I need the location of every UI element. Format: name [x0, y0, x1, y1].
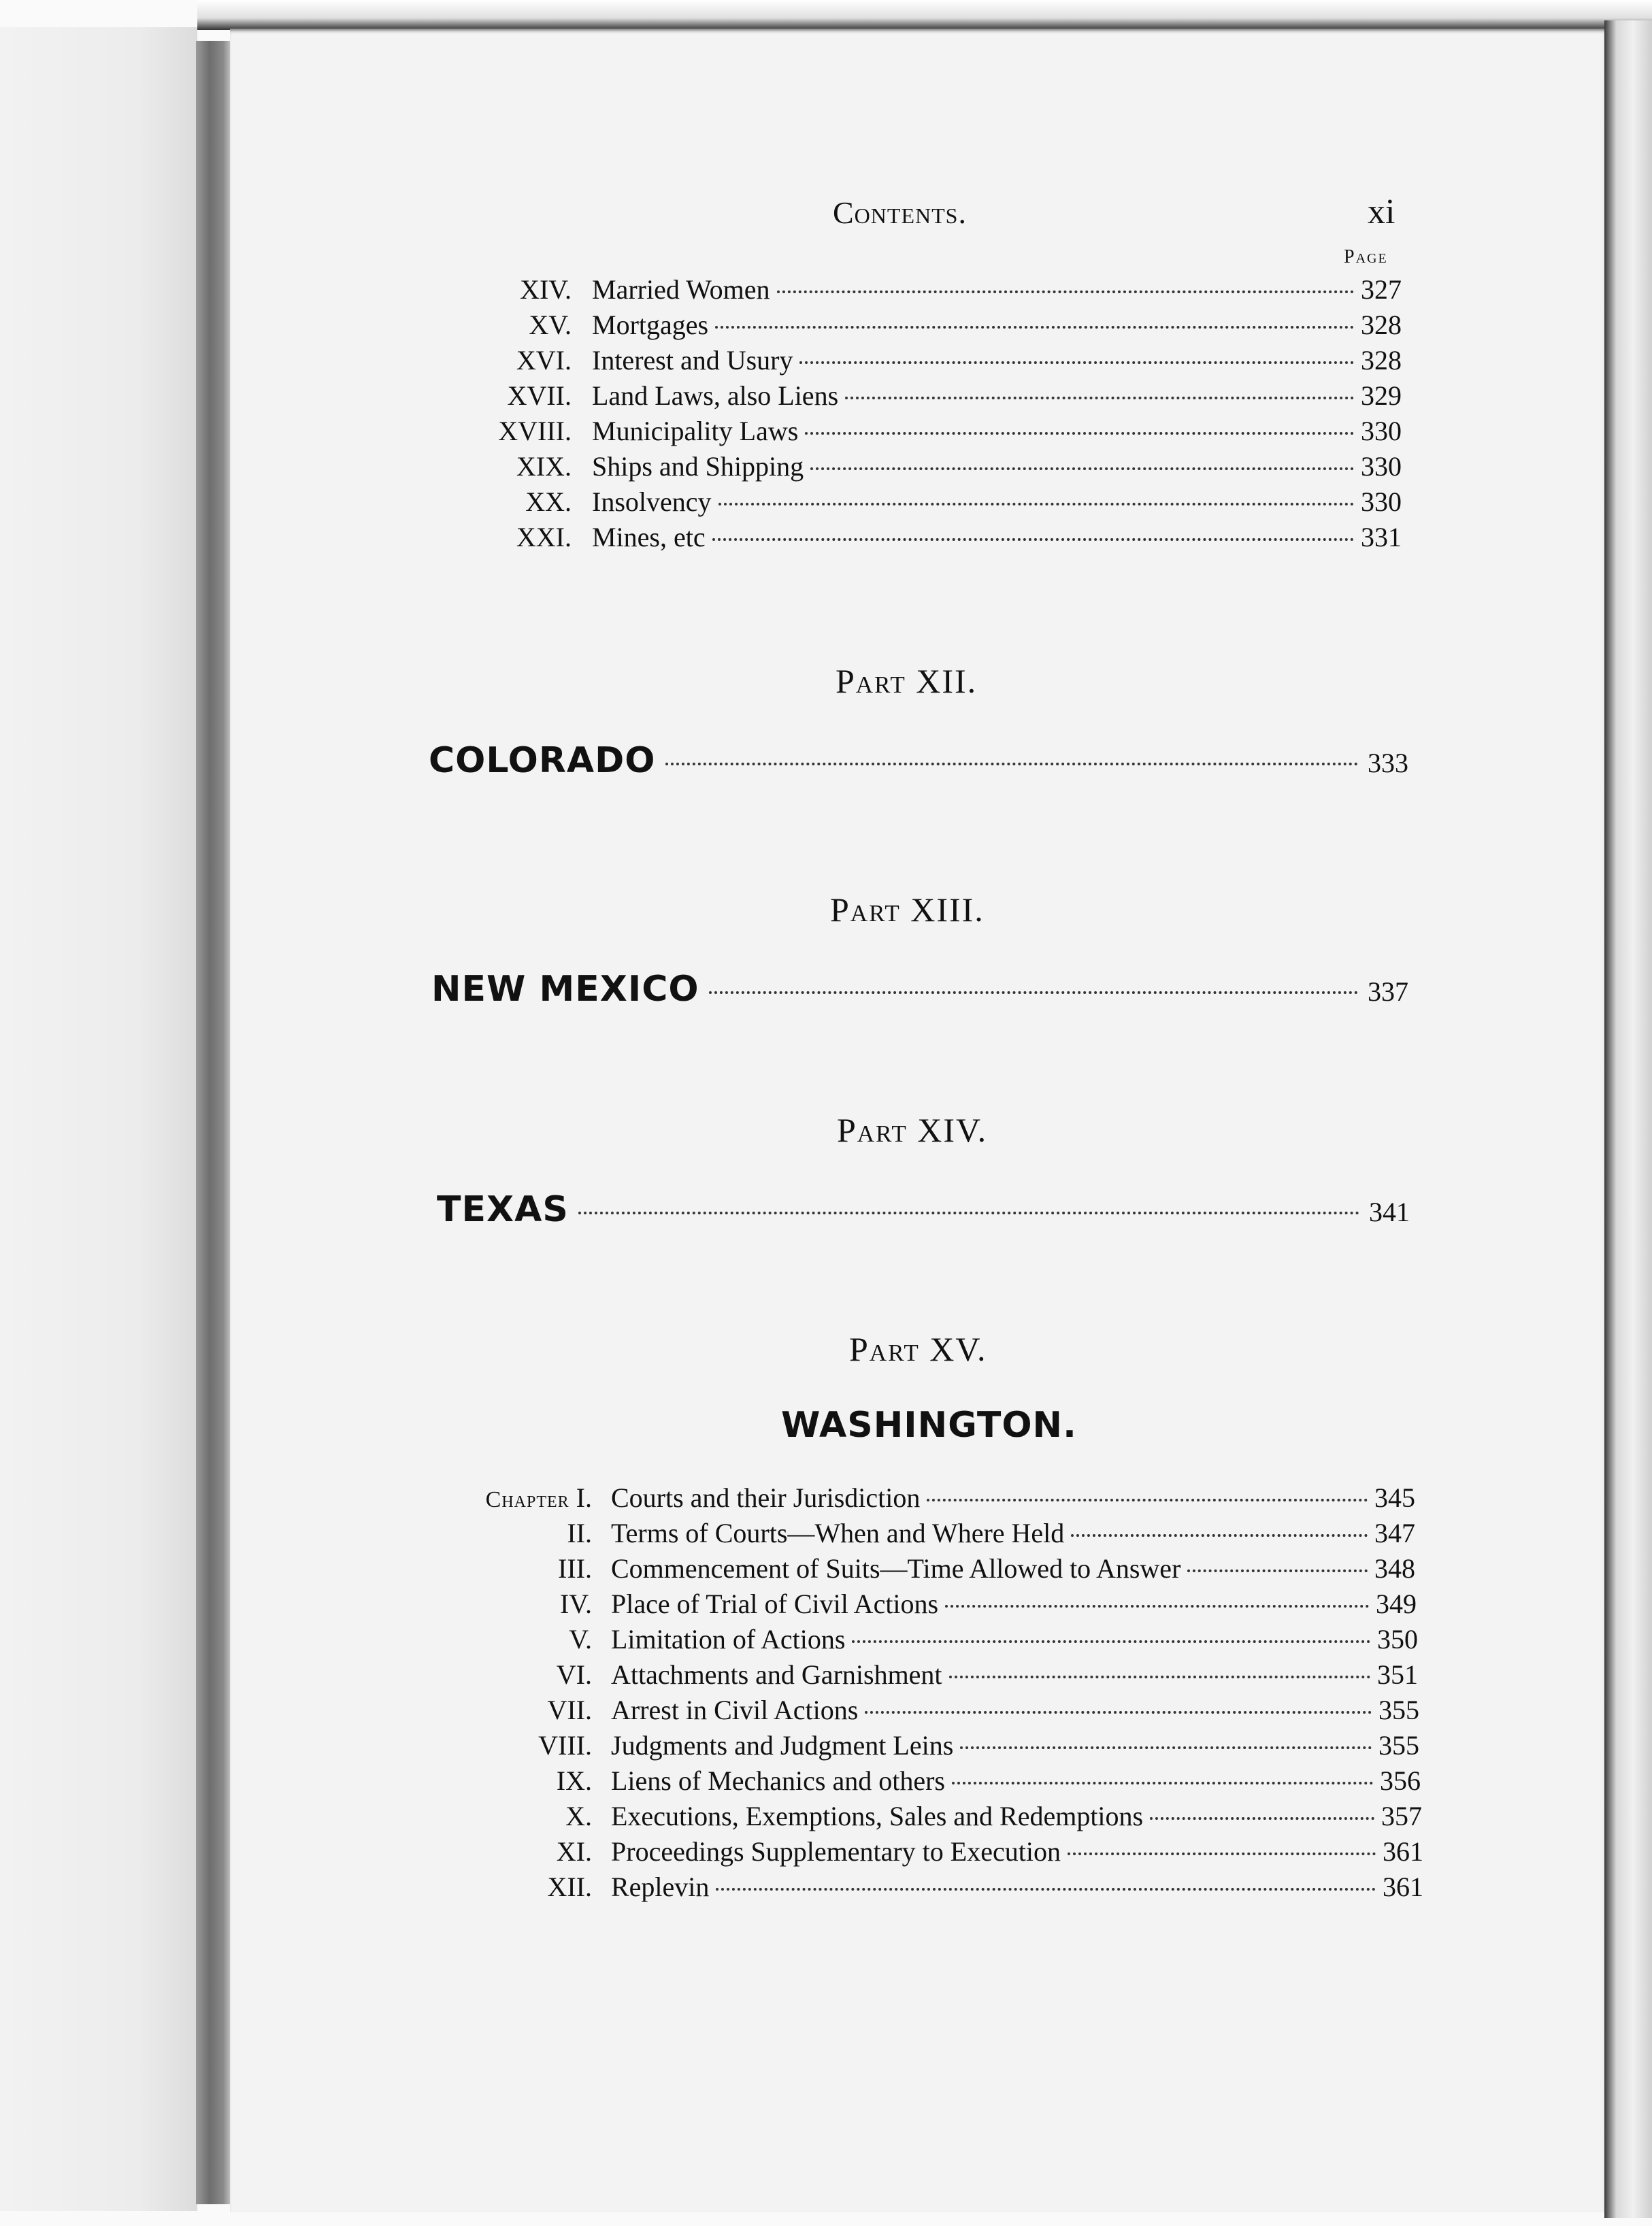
chapter-number: VIII. — [538, 1730, 592, 1761]
dot-leader — [960, 1746, 1372, 1749]
chapter-number-cell — [442, 1482, 611, 1514]
dot-leader — [712, 538, 1354, 541]
dot-leader — [952, 1782, 1373, 1784]
toc-entry — [442, 1623, 1418, 1659]
toc-entry — [442, 1588, 1417, 1623]
dot-leader — [777, 290, 1354, 293]
page-number: 355 — [1378, 1730, 1419, 1761]
chapter-number: I. — [576, 1482, 592, 1513]
page-number: 330 — [1361, 451, 1402, 482]
page-number: 328 — [1361, 310, 1402, 340]
page-number: 333 — [1368, 748, 1408, 778]
chapter-number: III. — [558, 1553, 592, 1584]
dot-leader — [805, 432, 1354, 435]
chapter-title: Mines, etc — [592, 522, 706, 552]
state-entry — [437, 1189, 1410, 1237]
state-entry — [431, 969, 1408, 1016]
page-number: 357 — [1381, 1801, 1422, 1831]
page-number: 361 — [1383, 1872, 1423, 1902]
dot-leader — [709, 991, 1358, 994]
toc-entry — [469, 273, 1402, 309]
page-number: 349 — [1376, 1589, 1417, 1619]
page-top-edge — [197, 0, 1652, 30]
page-right-edge — [1604, 20, 1652, 2218]
toc-entry — [469, 380, 1402, 415]
part-heading: Part XIII. — [830, 891, 985, 929]
toc-entry — [442, 1517, 1415, 1552]
chapter-number: XVI. — [516, 345, 572, 376]
chapter-title: Place of Trial of Civil Actions — [611, 1589, 939, 1619]
toc-entry — [469, 521, 1402, 556]
chapter-title: Terms of Courts—When and Where Held — [611, 1518, 1065, 1548]
chapter-title: Liens of Mechanics and others — [611, 1765, 945, 1796]
chapter-title: Executions, Exemptions, Sales and Redemptions — [611, 1801, 1144, 1831]
chapter-number: XI. — [556, 1836, 592, 1867]
dot-leader — [718, 503, 1354, 505]
page-number: 341 — [1369, 1197, 1410, 1227]
toc-entry — [469, 415, 1402, 450]
page-number: 327 — [1361, 274, 1402, 305]
chapter-number: IX. — [556, 1765, 592, 1796]
dot-leader — [799, 361, 1354, 364]
state-title: WASHINGTON. — [781, 1405, 1077, 1446]
chapter-title: Proceedings Supplementary to Execution — [611, 1836, 1061, 1867]
chapter-title: Ships and Shipping — [592, 451, 804, 482]
chapter-title: Mortgages — [592, 310, 709, 340]
chapter-title: Interest and Usury — [592, 345, 793, 376]
toc-entry — [442, 1835, 1423, 1871]
chapter-number: VI. — [556, 1659, 592, 1690]
dot-leader — [716, 1888, 1376, 1891]
toc-entry — [442, 1871, 1423, 1906]
part-heading: Part XII. — [836, 662, 978, 700]
chapter-title: Courts and their Jurisdiction — [611, 1482, 921, 1513]
chapter-label: Chapter — [485, 1487, 569, 1512]
chapter-title: Land Laws, also Liens — [592, 380, 839, 411]
chapter-number: IV. — [559, 1589, 592, 1619]
toc-entry — [469, 450, 1402, 486]
dot-leader — [1068, 1853, 1376, 1855]
page-number: 330 — [1361, 416, 1402, 446]
page-number: 328 — [1361, 345, 1402, 376]
page-number: 347 — [1374, 1518, 1415, 1548]
chapter-number: XII. — [547, 1872, 592, 1902]
toc-entry — [442, 1482, 1415, 1517]
chapter-number: XVII. — [507, 380, 572, 411]
book-gutter — [196, 41, 230, 2204]
chapter-number: II. — [567, 1518, 592, 1548]
page-number: 331 — [1361, 522, 1402, 552]
state-entry — [429, 740, 1408, 788]
dot-leader — [578, 1212, 1359, 1214]
part-heading: Part XV. — [849, 1330, 987, 1368]
facing-page-edge — [0, 27, 197, 2211]
chapter-number: XX. — [525, 486, 572, 517]
state-name: TEXAS — [437, 1189, 569, 1230]
chapter-title: Replevin — [611, 1872, 710, 1902]
toc-entry — [442, 1765, 1421, 1800]
dot-leader — [1071, 1534, 1368, 1537]
chapter-number: X. — [565, 1801, 592, 1831]
chapter-number: XIX. — [516, 451, 572, 482]
dot-leader — [949, 1676, 1370, 1678]
chapter-number: XXI. — [516, 522, 572, 552]
chapter-number: VII. — [547, 1695, 592, 1725]
page-number: 337 — [1368, 976, 1408, 1007]
page-number: 350 — [1377, 1624, 1418, 1655]
toc-entry — [442, 1659, 1418, 1694]
page-number: 348 — [1374, 1553, 1415, 1584]
page-number: 345 — [1374, 1482, 1415, 1513]
chapter-title: Insolvency — [592, 486, 712, 517]
chapter-title: Limitation of Actions — [611, 1624, 846, 1655]
chapter-number: V. — [569, 1624, 592, 1655]
page-number: 356 — [1380, 1765, 1421, 1796]
dot-leader — [865, 1711, 1372, 1714]
page-number: 361 — [1383, 1836, 1423, 1867]
chapter-title: Attachments and Garnishment — [611, 1659, 942, 1690]
page-number: 330 — [1361, 486, 1402, 517]
state-name: COLORADO — [429, 740, 656, 781]
page-number: 329 — [1361, 380, 1402, 411]
dot-leader — [927, 1499, 1368, 1501]
dot-leader — [945, 1605, 1369, 1608]
chapter-number: XVIII. — [498, 416, 572, 446]
toc-entry — [442, 1552, 1415, 1588]
dot-leader — [810, 467, 1354, 470]
dot-leader — [852, 1640, 1370, 1643]
toc-entry — [469, 309, 1402, 344]
part-heading: Part XIV. — [837, 1111, 988, 1149]
dot-leader — [665, 763, 1358, 765]
toc-entry — [469, 486, 1402, 521]
page-number: 351 — [1377, 1659, 1418, 1690]
dot-leader — [1187, 1569, 1368, 1572]
chapter-number: XV. — [529, 310, 572, 340]
running-head: Contents. — [833, 195, 967, 230]
chapter-number: XIV. — [520, 274, 572, 305]
toc-entry — [469, 344, 1402, 380]
toc-entry — [442, 1694, 1419, 1729]
chapter-title: Municipality Laws — [592, 416, 799, 446]
chapter-title: Married Women — [592, 274, 770, 305]
toc-entry — [442, 1800, 1422, 1835]
page-number: 355 — [1378, 1695, 1419, 1725]
toc-entry — [442, 1729, 1419, 1765]
dot-leader — [715, 326, 1354, 329]
chapter-title: Arrest in Civil Actions — [611, 1695, 859, 1725]
chapter-title: Judgments and Judgment Leins — [611, 1730, 954, 1761]
dot-leader — [845, 397, 1354, 399]
dot-leader — [1150, 1817, 1374, 1820]
page-column-heading: Page — [1344, 246, 1388, 267]
state-name: NEW MEXICO — [431, 969, 699, 1010]
page-folio: xi — [1368, 193, 1395, 231]
chapter-title: Commencement of Suits—Time Allowed to Answer — [611, 1553, 1181, 1584]
